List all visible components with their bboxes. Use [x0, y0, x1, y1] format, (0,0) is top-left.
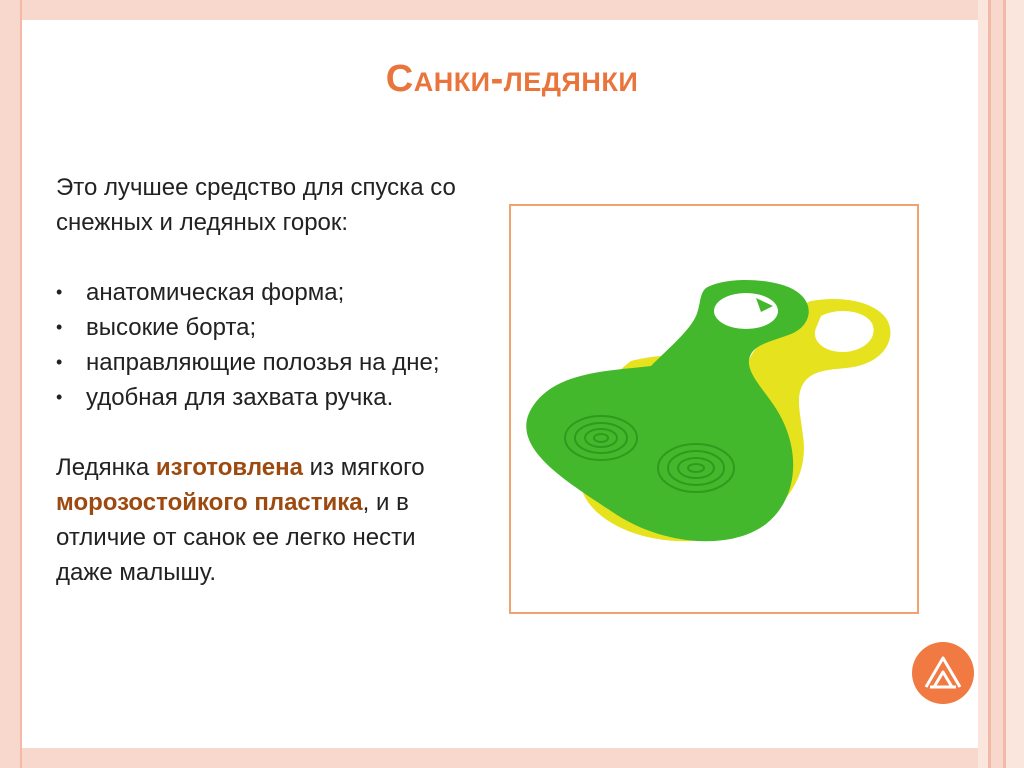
green-sled-shape	[526, 280, 808, 541]
highlight-made: изготовлена	[155, 454, 303, 481]
list-item: • высокие борта;	[56, 310, 476, 345]
bullet-icon: •	[56, 282, 63, 302]
feature-list	[56, 275, 476, 415]
closing-paragraph: Ледянка изготовлена из мягкого морозостойкого пластика, и в отличие от санок ее легко нести даже малышу.	[56, 454, 425, 586]
frame-left	[0, 0, 20, 768]
sled-image-frame	[509, 204, 919, 614]
list-item: • направляющие полозья на дне;	[56, 345, 476, 380]
bullet-icon: •	[56, 387, 63, 407]
list-item: • удобная для захвата ручка.	[56, 380, 476, 415]
sled-image	[511, 206, 917, 612]
frame-left-line	[20, 0, 22, 768]
intro-paragraph: Это лучшее средство для спуска со снежных и ледяных горок:	[56, 174, 456, 236]
bullet-icon: •	[56, 317, 63, 337]
frame-right-stripes	[978, 0, 1024, 768]
frame-bottom	[0, 748, 1024, 768]
page-title: Санки-ледянки	[385, 58, 639, 100]
bullet-icon: •	[56, 352, 63, 372]
presentation-logo-icon	[912, 642, 974, 704]
list-item: • анатомическая форма;	[56, 275, 476, 310]
frame-top	[0, 0, 1024, 20]
highlight-material: морозостойкого пластика	[56, 489, 363, 516]
body-text	[56, 170, 476, 590]
